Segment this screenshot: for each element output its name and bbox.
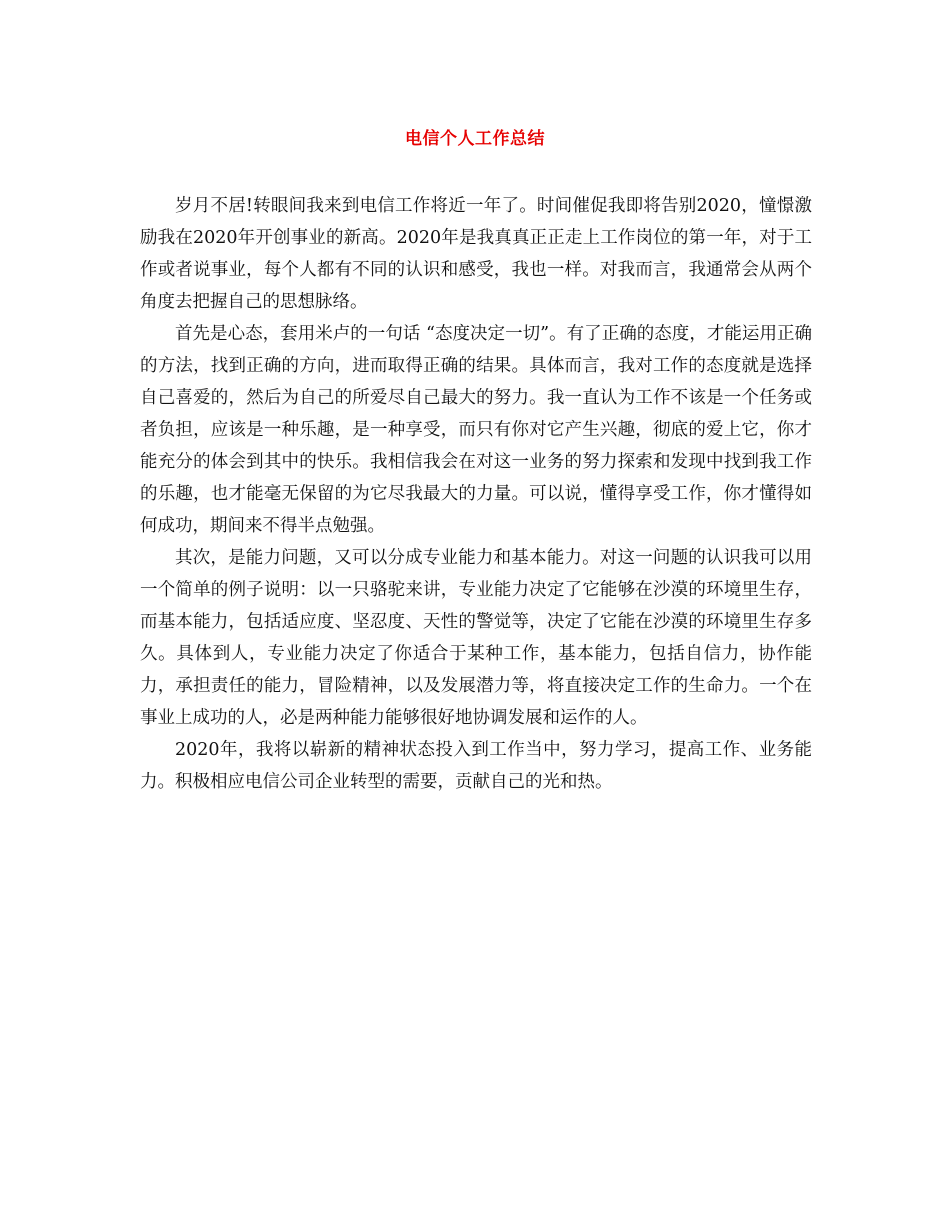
paragraph-3: 其次，是能力问题，又可以分成专业能力和基本能力。对这一问题的认识我可以用一个简单的例子说明：以一只骆驼来讲，专业能力决定了它能够在沙漠的环境里生存，而基本能力，包括适应度、坚忍度、天性的警觉等，决定了它能在沙漠的环境里生存多久。具体到人，专业能力决定了你适合于某种工作，基本能力，包括自信力，协作能力，承担责任的能力，冒险精神，以及发展潜力等，将直接决定工作的生命力。一个在事业上成功的人，必是两种能力能够很好地协调发展和运作的人。 <box>140 548 812 728</box>
document-body <box>140 190 812 798</box>
paragraph-1: 岁月不居!转眼间我来到电信工作将近一年了。时间催促我即将告别2020，憧憬激励我在2020年开创事业的新高。2020年是我真真正正走上工作岗位的第一年，对于工作或者说事业，每个人都有不同的认识和感受，我也一样。对我而言，我通常会从两个角度去把握自己的思想脉络。 <box>140 196 812 312</box>
paragraph-4: 2020年，我将以崭新的精神状态投入到工作当中，努力学习，提高工作、业务能力。积极相应电信公司企业转型的需要，贡献自己的光和热。 <box>140 740 812 792</box>
paragraph-2: 首先是心态，套用米卢的一句话 “态度决定一切”。有了正确的态度，才能运用正确的方法，找到正确的方向，进而取得正确的结果。具体而言，我对工作的态度就是选择自己喜爱的，然后为自己的所爱尽自己最大的努力。我一直认为工作不该是一个任务或者负担，应该是一种乐趣，是一种享受，而只有你对它产生兴趣，彻底的爱上它，你才能充分的体会到其中的快乐。我相信我会在对这一业务的努力探索和发现中找到我工作的乐趣，也才能毫无保留的为它尽我最大的力量。可以说，懂得享受工作，你才懂得如何成功，期间来不得半点勉强。 <box>140 324 812 536</box>
document-title: 电信个人工作总结 <box>405 129 545 149</box>
